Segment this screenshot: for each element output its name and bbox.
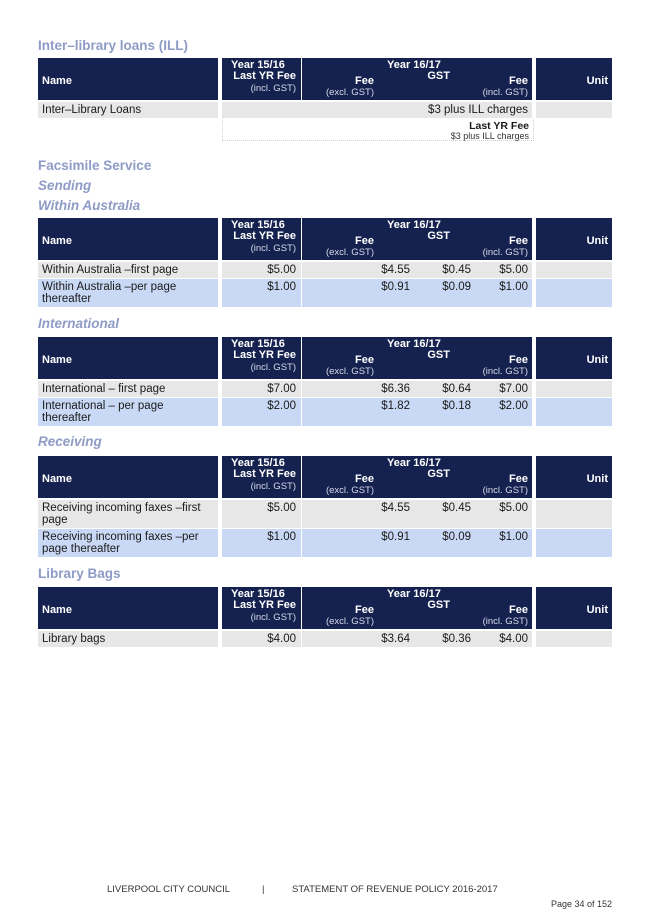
header-name: Name [42,473,72,485]
header-incl-gst: (incl. GST) [250,362,296,373]
header-gst: GST [427,230,450,242]
header-excl-gst: (excl. GST) [325,87,374,98]
header-last-yr-fee: Last YR Fee [233,468,296,480]
header-incl-gst: (incl. GST) [250,243,296,254]
header-gst: GST [427,468,450,480]
row-name: International – per page thereafter [42,400,164,424]
header-last-yr-fee: Last YR Fee [233,70,296,82]
header-name: Name [42,354,72,366]
header-year-curr: Year 16/17 [387,219,441,231]
header-incl-gst: (incl. GST) [250,83,296,94]
row-name: Within Australia –first page [42,264,179,276]
row-last-yr-fee: $5.00 [267,502,296,514]
header-last-yr-fee: Last YR Fee [233,230,296,242]
table-header [38,456,612,498]
header-year-curr: Year 16/17 [387,338,441,350]
fee-table-library-bags [38,587,612,647]
section-heading-sending: Sending [38,178,92,193]
header-unit: Unit [586,354,608,366]
footer-separator: | [262,884,265,895]
fee-table-within-australia [38,218,612,307]
row-gst: $0.18 [442,400,471,412]
header-year-prev: Year 15/16 [231,588,285,600]
header-year-prev: Year 15/16 [231,338,285,350]
row-fee-excl: $3.64 [381,633,410,645]
header-fee-incl: Fee [509,354,528,366]
table-header [38,218,612,260]
header-gst: GST [427,70,450,82]
row-fee-merged: $3 plus ILL charges [428,104,528,116]
row-gst: $0.45 [442,264,471,276]
row-fee-excl: $4.55 [381,264,410,276]
header-incl-gst: (incl. GST) [250,612,296,623]
section-heading-within-australia: Within Australia [38,198,141,213]
note-text: $3 plus ILL charges [450,131,529,141]
header-fee-excl: Fee [355,75,374,87]
header-fee-incl: Fee [509,473,528,485]
header-last-yr-fee: Last YR Fee [233,349,296,361]
row-fee-incl: $1.00 [499,281,528,293]
row-fee-incl: $7.00 [499,383,528,395]
table-header [38,587,612,629]
footer-document-title: STATEMENT OF REVENUE POLICY 2016-2017 [292,884,498,895]
header-name: Name [42,604,72,616]
row-gst: $0.64 [442,383,471,395]
table-row [38,529,612,557]
header-excl-gst: (excl. GST) [325,366,374,377]
row-fee-excl: $0.91 [381,531,410,543]
row-fee-incl: $4.00 [499,633,528,645]
header-year-prev: Year 15/16 [231,457,285,469]
row-gst: $0.09 [442,531,471,543]
row-last-yr-fee: $2.00 [267,400,296,412]
header-incl-gst-2: (incl. GST) [482,87,528,98]
section-heading-library-bags: Library Bags [38,566,121,581]
note-title: Last YR Fee [469,120,529,132]
row-name: Inter–Library Loans [42,104,142,116]
row-gst: $0.09 [442,281,471,293]
header-excl-gst: (excl. GST) [325,616,374,627]
header-excl-gst: (excl. GST) [325,485,374,496]
header-excl-gst: (excl. GST) [325,247,374,258]
row-last-yr-fee: $5.00 [267,264,296,276]
row-last-yr-fee: $1.00 [267,531,296,543]
footer-org: LIVERPOOL CITY COUNCIL [107,884,231,895]
header-year-curr: Year 16/17 [387,59,441,71]
header-fee-excl: Fee [355,235,374,247]
header-fee-incl: Fee [509,235,528,247]
fee-table-receiving [38,456,612,557]
fee-table-international [38,337,612,426]
row-fee-incl: $5.00 [499,264,528,276]
row-name: International – first page [42,383,166,395]
section-heading-facsimile: Facsimile Service [38,158,152,173]
table-row [38,279,612,307]
row-last-yr-fee: $4.00 [267,633,296,645]
row-gst: $0.45 [442,502,471,514]
row-name: Receiving incoming faxes –per page thereafter [42,531,199,555]
table-row [38,262,612,278]
row-fee-excl: $6.36 [381,383,410,395]
table-row [38,381,612,397]
row-fee-excl: $0.91 [381,281,410,293]
ill-note-box [222,118,534,141]
table-row [38,398,612,426]
table-header [38,58,612,100]
table-row [38,631,612,647]
header-last-yr-fee: Last YR Fee [233,599,296,611]
row-fee-excl: $4.55 [381,502,410,514]
row-gst: $0.36 [442,633,471,645]
header-incl-gst-2: (incl. GST) [482,616,528,627]
header-unit: Unit [586,235,608,247]
row-name: Receiving incoming faxes –first page [42,502,201,526]
header-fee-excl: Fee [355,604,374,616]
row-last-yr-fee: $1.00 [267,281,296,293]
header-year-prev: Year 15/16 [231,59,285,71]
fee-table-ill [38,58,612,141]
header-incl-gst: (incl. GST) [250,481,296,492]
row-name: Within Australia –per page thereafter [42,281,177,305]
header-unit: Unit [586,75,608,87]
header-unit: Unit [586,473,608,485]
header-fee-excl: Fee [355,473,374,485]
section-heading-ill: Inter–library loans (ILL) [38,38,189,53]
table-header [38,337,612,379]
header-fee-excl: Fee [355,354,374,366]
header-fee-incl: Fee [509,604,528,616]
table-row [38,500,612,528]
row-last-yr-fee: $7.00 [267,383,296,395]
header-year-curr: Year 16/17 [387,588,441,600]
header-year-prev: Year 15/16 [231,219,285,231]
header-name: Name [42,75,72,87]
header-year-curr: Year 16/17 [387,457,441,469]
header-gst: GST [427,349,450,361]
row-fee-incl: $2.00 [499,400,528,412]
header-unit: Unit [586,604,608,616]
row-name: Library bags [42,633,106,645]
header-gst: GST [427,599,450,611]
header-incl-gst-2: (incl. GST) [482,247,528,258]
header-incl-gst-2: (incl. GST) [482,485,528,496]
row-fee-excl: $1.82 [381,400,410,412]
header-incl-gst-2: (incl. GST) [482,366,528,377]
page-number: Page 34 of 152 [550,899,612,909]
row-fee-incl: $5.00 [499,502,528,514]
section-heading-international: International [38,316,120,331]
row-fee-incl: $1.00 [499,531,528,543]
table-row [38,102,612,118]
header-name: Name [42,235,72,247]
header-fee-incl: Fee [509,75,528,87]
section-heading-receiving: Receiving [38,434,102,449]
